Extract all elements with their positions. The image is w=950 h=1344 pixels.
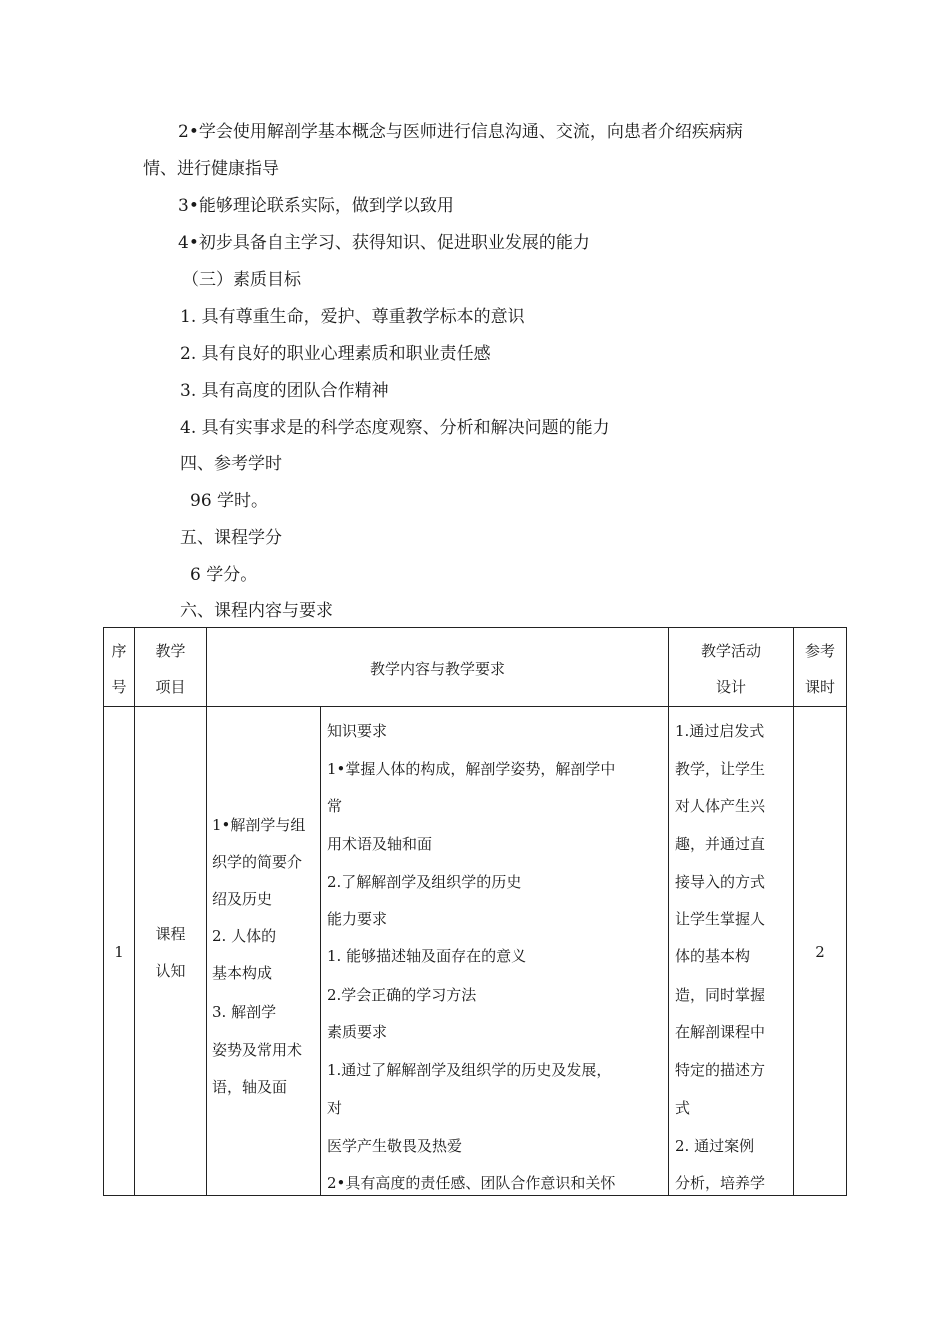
activity-line: 1.通过启发式 (675, 722, 765, 740)
requirement-line: 知识要求 (327, 722, 388, 740)
activity-line: 分析，培养学 (675, 1174, 766, 1192)
activity-line: 趣，并通过直 (675, 835, 766, 853)
activity-line: 让学生掌握人 (675, 910, 766, 928)
requirement-line: 对 (327, 1099, 343, 1117)
section-heading-credits: 五、课程学分 (180, 528, 282, 548)
row-project-cell (135, 707, 207, 1196)
activity-line: 特定的描述方 (675, 1061, 766, 1079)
topic-line: 织学的简要介 (212, 853, 303, 871)
requirement-line: 1.通过了解解剖学及组织学的历史及发展， (327, 1061, 612, 1079)
activity-line: 体的基本构 (675, 947, 751, 965)
paragraph-1-cont: 情、进行健康指导 (143, 159, 279, 179)
header-seq-line-2: 号 (111, 678, 127, 696)
quality-item-3: 3. 具有高度的团队合作精神 (180, 381, 389, 401)
requirement-line: 2.学会正确的学习方法 (327, 986, 477, 1004)
paragraph-2: 3•能够理论联系实际，做到学以致用 (178, 196, 454, 216)
activity-line: 在解剖课程中 (675, 1023, 766, 1041)
header-activity-line-2: 设计 (715, 678, 746, 696)
row-hours: 2 (815, 943, 825, 961)
requirement-line: 2•具有高度的责任感、团队合作意识和关怀 (327, 1174, 616, 1192)
requirement-line: 素质要求 (327, 1023, 388, 1041)
requirement-line: 1. 能够描述轴及面存在的意义 (327, 947, 527, 965)
topic-line: 2. 人体的 (212, 927, 277, 945)
requirement-line: 常 (327, 797, 343, 815)
header-project-line-2: 项目 (155, 678, 186, 696)
topic-line: 语，轴及面 (212, 1078, 288, 1096)
requirement-line: 2.了解解剖学及组织学的历史 (327, 873, 522, 891)
row-seq: 1 (114, 943, 124, 961)
topic-line: 基本构成 (212, 964, 273, 982)
requirement-line: 医学产生敬畏及热爱 (327, 1137, 463, 1155)
requirement-line: 能力要求 (327, 910, 388, 928)
topic-line: 姿势及常用术 (212, 1041, 303, 1059)
activity-line: 对人体产生兴 (675, 797, 766, 815)
header-activity-line-1: 教学活动 (700, 642, 761, 660)
header-hours-line-2: 课时 (804, 678, 835, 696)
requirement-line: 用术语及轴和面 (327, 835, 433, 853)
header-content: 教学内容与教学要求 (369, 660, 505, 678)
activity-line: 接导入的方式 (675, 873, 766, 891)
hours-value: 96 学时。 (190, 491, 269, 511)
header-project-line-1: 教学 (155, 642, 186, 660)
topic-line: 绍及历史 (212, 890, 273, 908)
row-topics-cell (207, 707, 321, 1196)
topic-line: 1•解剖学与组 (212, 816, 306, 834)
row-project-line-2: 认知 (155, 962, 186, 980)
quality-item-4: 4. 具有实事求是的科学态度观察、分析和解决问题的能力 (180, 418, 610, 438)
section-heading-content: 六、课程内容与要求 (180, 601, 333, 621)
requirement-line: 1•掌握人体的构成，解剖学姿势，解剖学中 (327, 760, 616, 778)
activity-line: 2. 通过案例 (675, 1137, 755, 1155)
paragraph-3: 4•初步具备自主学习、获得知识、促进职业发展的能力 (178, 233, 590, 253)
credits-value: 6 学分。 (190, 565, 258, 585)
activity-line: 教学，让学生 (675, 760, 766, 778)
quality-item-2: 2. 具有良好的职业心理素质和职业责任感 (180, 344, 491, 364)
activity-line: 式 (675, 1099, 691, 1117)
topic-line: 3. 解剖学 (212, 1003, 277, 1021)
section-heading-hours: 四、参考学时 (180, 454, 282, 474)
row-project-line-1: 课程 (155, 925, 186, 943)
activity-line: 造，同时掌握 (675, 986, 766, 1004)
paragraph-1: 2•学会使用解剖学基本概念与医师进行信息沟通、交流，向患者介绍疾病病 (178, 122, 743, 142)
header-hours-line-1: 参考 (804, 642, 835, 660)
quality-item-1: 1. 具有尊重生命，爱护、尊重教学标本的意识 (180, 307, 525, 327)
header-seq-line-1: 序 (111, 642, 127, 660)
section-heading-quality-goals: （三）素质目标 (182, 270, 301, 290)
